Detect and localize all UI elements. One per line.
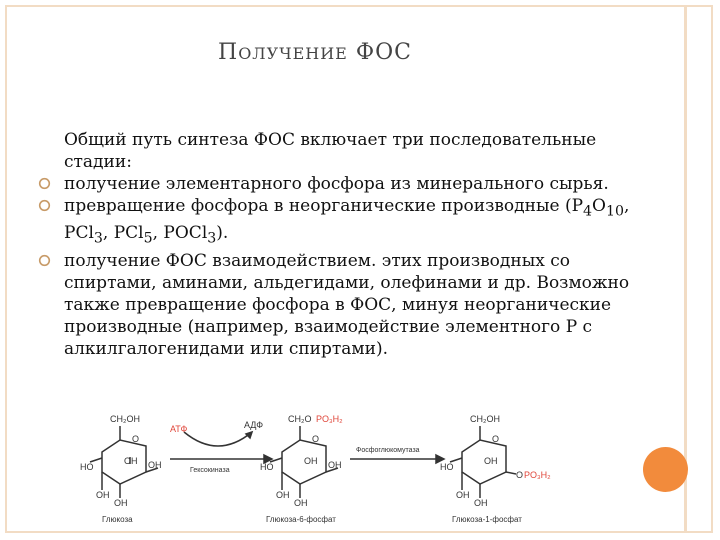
- o-label: O: [516, 470, 524, 480]
- reaction-arrow-1: [170, 432, 272, 463]
- slide-title: [0, 40, 630, 65]
- oh-label: OH: [114, 498, 128, 508]
- glucose-phosphorylation-diagram: [80, 412, 640, 530]
- formula-part: O: [592, 196, 606, 216]
- intro-paragraph: Общий путь синтеза ФОС включает три последовательные стадии:: [64, 130, 597, 172]
- ch2oh-label: CH₂OH: [470, 414, 500, 424]
- bullet-circle-icon: [38, 177, 51, 190]
- bullet-text: получение элементарного фосфора из минерального сырья.: [64, 174, 609, 194]
- ho-label: HO: [80, 462, 94, 472]
- subscript: 3: [93, 230, 103, 247]
- formula-part: , POCl: [152, 223, 208, 244]
- ch2oh-label: CH₂OH: [110, 414, 140, 424]
- ring-oxygen-label: O: [492, 434, 500, 444]
- subscript: 10: [605, 203, 624, 220]
- po3h2-label: PO₃H₂: [316, 414, 343, 424]
- oh-label: OH: [294, 498, 308, 508]
- oh-label: OH: [304, 456, 318, 466]
- oh-label: OH: [124, 456, 138, 466]
- oh-label: OH: [328, 460, 342, 470]
- oh-label: OH: [484, 456, 498, 466]
- title-acronym: ФОС: [355, 40, 412, 65]
- formula-part: , PCl: [102, 223, 144, 244]
- atp-label: АТФ: [170, 424, 188, 434]
- enzyme-1-label: Гексокиназа: [190, 467, 230, 474]
- ho-label: HO: [260, 462, 274, 472]
- subscript: 4: [583, 203, 593, 220]
- bullet-text-pre: превращение фосфора в неорганические производные (P: [64, 196, 584, 216]
- formula-part: , PCl: [64, 196, 630, 244]
- oh-label: OH: [474, 498, 488, 508]
- po3h2-label: PO₃H₂: [524, 470, 551, 480]
- bullet-circle-icon: [38, 199, 51, 212]
- oh-label: OH: [276, 490, 290, 500]
- title-first-letter: П: [218, 40, 239, 65]
- subscript: 5: [143, 230, 153, 247]
- slide-body: [40, 129, 660, 360]
- molecule-3-name: Глюкоза-1-фосфат: [452, 515, 522, 524]
- bullet-item: [40, 173, 660, 195]
- oh-label: OH: [456, 490, 470, 500]
- bullet-text: получение ФОС взаимодействием. этих производных со спиртами, аминами, альдегидами, олефинами и др. Возможно также превращение фосфора в ФОС, минуя неорганические производные (например, взаимодействие элементного Р с алкилгалогенидами или спиртами).: [64, 250, 630, 359]
- molecule-2-name: Глюкоза-6-фосфат: [266, 515, 336, 524]
- bullet-item: [40, 195, 660, 250]
- molecule-1-name: Глюкоза: [102, 515, 133, 524]
- subscript: 3: [207, 230, 217, 247]
- title-rest: ОЛУЧЕНИЕ: [238, 44, 348, 63]
- ring-oxygen-label: O: [312, 434, 320, 444]
- bullet-item: [40, 250, 660, 360]
- oh-label: OH: [148, 460, 162, 470]
- glucose-1-phosphate-structure: [450, 426, 516, 498]
- reaction-arrow-2: [350, 455, 444, 463]
- bullet-text-post: ).: [216, 223, 229, 244]
- bullet-circle-icon: [38, 254, 51, 267]
- ho-label: HO: [440, 462, 454, 472]
- enzyme-2-label: Фосфоглюкомутаза: [356, 447, 420, 454]
- ch2o-label: CH₂O: [288, 414, 312, 424]
- oh-label: OH: [96, 490, 110, 500]
- adp-label: АДФ: [244, 420, 264, 430]
- decorative-orange-circle: [643, 447, 688, 492]
- slide-right-stripe: [684, 5, 687, 533]
- ring-oxygen-label: O: [132, 434, 140, 444]
